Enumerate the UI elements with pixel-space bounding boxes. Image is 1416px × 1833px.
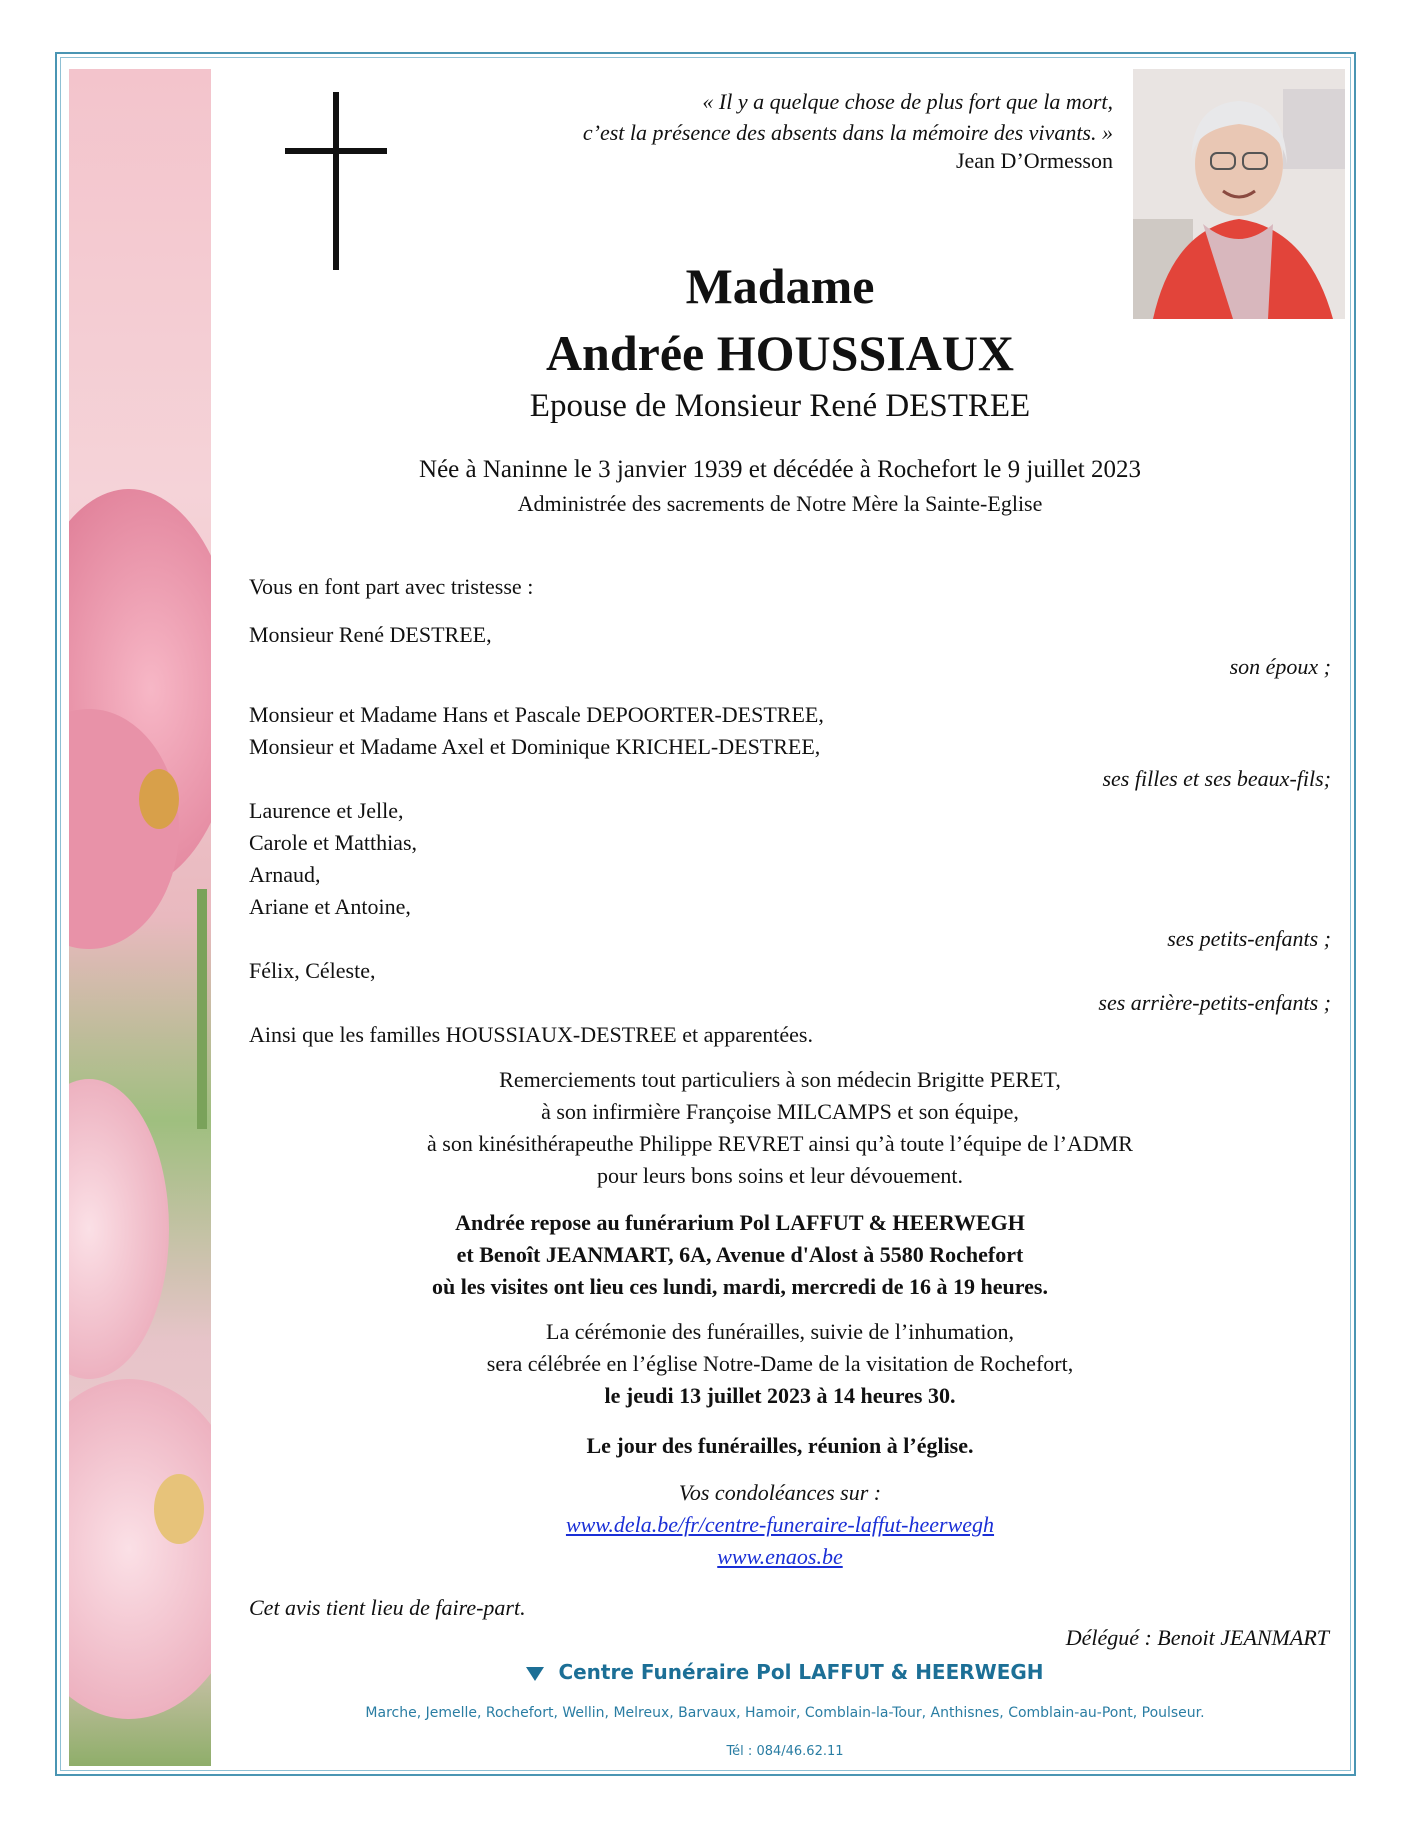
ceremony-line-1: La cérémonie des funérailles, suivie de l’inhumation,	[546, 1319, 1014, 1344]
gathering-line: Le jour des funérailles, réunion à l’église.	[586, 1433, 974, 1458]
condolences-link-dela[interactable]: www.dela.be/fr/centre-funeraire-laffut-heerwegh	[565, 1512, 995, 1537]
condolences-link-enaos[interactable]: www.enaos.be	[717, 1544, 843, 1569]
deceased-title: Madame	[685, 258, 875, 314]
condolences-lead: Vos condoléances sur :	[678, 1480, 882, 1505]
funeral-home-tel: Tél : 084/46.62.11	[726, 1744, 844, 1759]
repose-line-1: Andrée repose au funérarium Pol LAFFUT & HEERWEGH	[455, 1210, 1025, 1235]
sacraments-line: Administrée des sacrements de Notre Mère la Sainte-Eglise	[517, 491, 1043, 516]
flower-image	[69, 69, 211, 1766]
family-announcement	[249, 571, 1331, 1051]
funeral-home-places: Marche, Jemelle, Rochefort, Wellin, Melreux, Barvaux, Hamoir, Comblain-la-Tour, Anthisnes, Comblain-au-Pont, Poulseur.	[365, 1705, 1205, 1721]
repose-line-2: et Benoît JEANMART, 6A, Avenue d'Alost à 5580 Rochefort	[456, 1242, 1024, 1267]
repose-block	[230, 1207, 1250, 1303]
quote-author: Jean D’Ormesson	[955, 148, 1113, 173]
children-role: ses filles et ses beaux-fils;	[1102, 766, 1331, 791]
thanks-line-3: à son kinésithérapeuthe Philippe REVRET ainsi qu’à toute l’équipe de l’ADMR	[427, 1131, 1133, 1156]
funeral-home-name	[230, 1660, 1340, 1684]
grandchild-4: Ariane et Antoine,	[249, 894, 411, 919]
repose-line-3: où les visites ont lieu ces lundi, mardi, mercredi de 16 à 19 heures.	[432, 1274, 1048, 1299]
spouse-name: Monsieur René DESTREE,	[249, 622, 492, 647]
great-grandchildren-role: ses arrière-petits-enfants ;	[1098, 990, 1331, 1015]
epitaph-quote	[353, 86, 1113, 148]
families-line: Ainsi que les familles HOUSSIAUX-DESTREE et apparentées.	[249, 1022, 813, 1047]
family-intro: Vous en font part avec tristesse :	[249, 574, 534, 599]
grandchildren-role: ses petits-enfants ;	[1167, 926, 1331, 951]
grandchild-2: Carole et Matthias,	[249, 830, 418, 855]
great-grandchildren: Félix, Céleste,	[249, 958, 376, 983]
triangle-down-icon	[526, 1667, 544, 1681]
thanks-block	[230, 1064, 1330, 1192]
grandchild-1: Laurence et Jelle,	[249, 798, 404, 823]
thanks-line-1: Remerciements tout particuliers à son médecin Brigitte PERET,	[499, 1067, 1061, 1092]
thanks-line-2: à son infirmière Françoise MILCAMPS et son équipe,	[541, 1099, 1019, 1124]
deceased-spouse: Epouse de Monsieur René DESTREE	[529, 388, 1031, 424]
ceremony-block	[230, 1316, 1330, 1412]
grandchild-3: Arnaud,	[249, 862, 321, 887]
ceremony-line-2: sera célébrée en l’église Notre-Dame de la visitation de Rochefort,	[486, 1351, 1074, 1376]
condolences-block	[230, 1477, 1330, 1573]
thanks-line-4: pour leurs bons soins et leur dévouement.	[597, 1163, 963, 1188]
funeral-home-label: Centre Funéraire Pol LAFFUT & HEERWEGH	[558, 1660, 1044, 1684]
child-2: Monsieur et Madame Axel et Dominique KRICHEL-DESTREE,	[249, 734, 821, 759]
deceased-name: Andrée HOUSSIAUX	[545, 325, 1015, 381]
birth-death-line: Née à Naninne le 3 janvier 1939 et décédée à Rochefort le 9 juillet 2023	[419, 456, 1141, 483]
quote-line-2: c’est la présence des absents dans la mémoire des vivants. »	[582, 120, 1113, 145]
notice-line: Cet avis tient lieu de faire-part.	[249, 1595, 526, 1620]
ceremony-date: le jeudi 13 juillet 2023 à 14 heures 30.	[604, 1383, 956, 1408]
quote-line-1: « Il y a quelque chose de plus fort que la mort,	[702, 89, 1113, 114]
child-1: Monsieur et Madame Hans et Pascale DEPOORTER-DESTREE,	[249, 702, 824, 727]
delegate-line: Délégué : Benoit JEANMART	[1065, 1625, 1329, 1650]
flower-decoration	[69, 69, 211, 1766]
spouse-role: son époux ;	[1229, 654, 1331, 679]
